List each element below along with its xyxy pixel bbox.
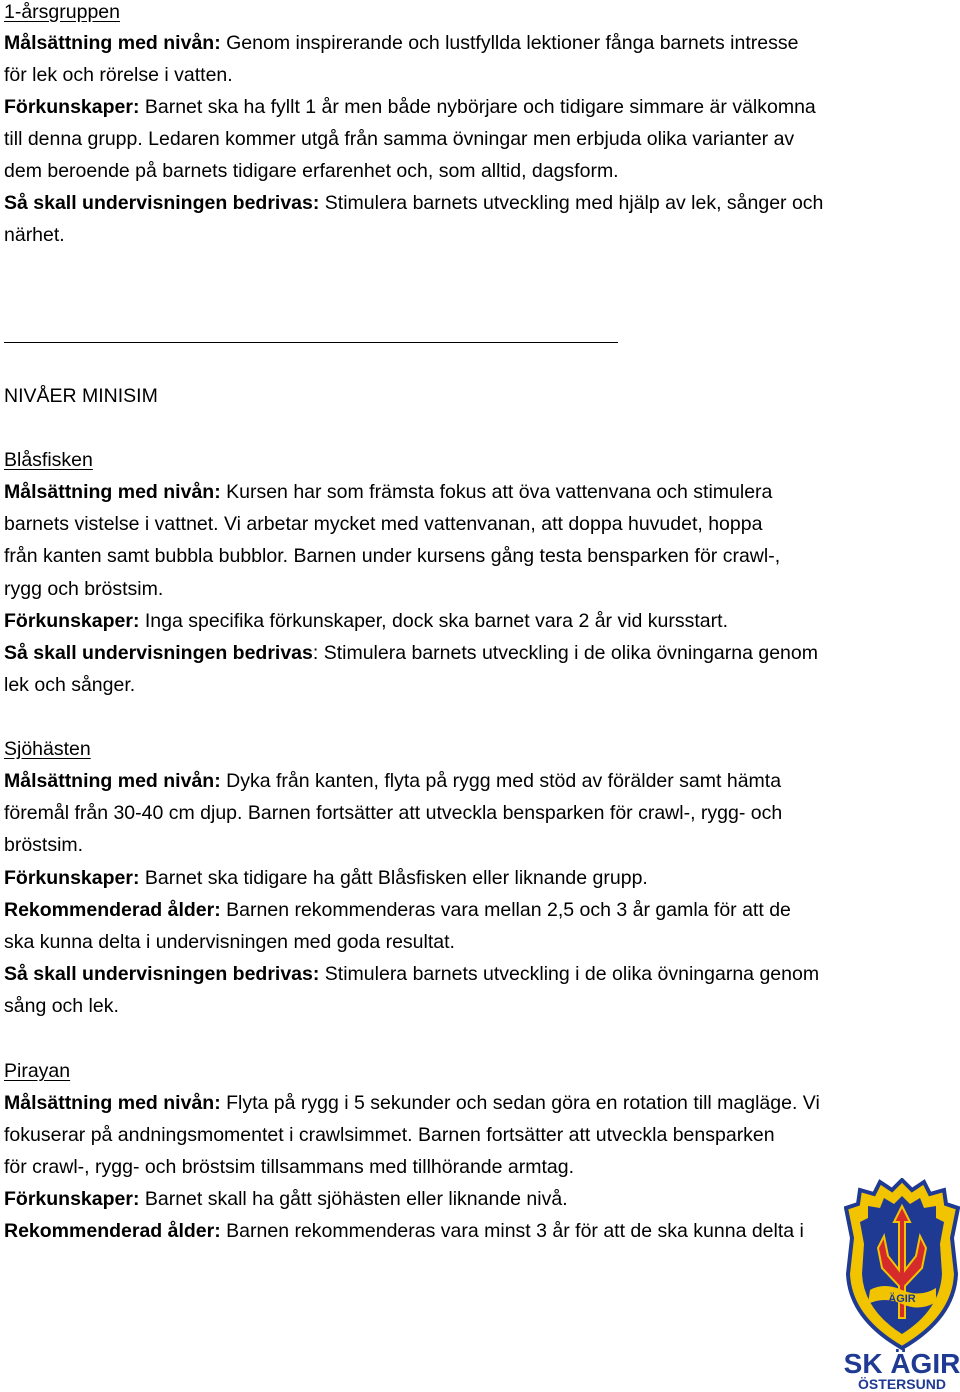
text-line (4, 866, 648, 890)
label: Förkunskaper: (4, 610, 140, 632)
label: Så skall undervisningen bedrivas (4, 642, 313, 664)
text-line (4, 962, 819, 986)
text-line: ska kunna delta i undervisningen med goda resultat. (4, 931, 455, 953)
label: Förkunskaper: (4, 867, 140, 889)
text: Kursen har som främsta fokus att öva vattenvana och stimulera (220, 481, 773, 503)
text-line (4, 191, 823, 215)
text-line: rygg och bröstsim. (4, 578, 164, 600)
logo-subtitle: ÖSTERSUND (858, 1376, 946, 1392)
section-heading-sjohasten: Sjöhästen (4, 738, 91, 760)
text: Barnet skall ha gått sjöhästen eller liknande nivå. (139, 1188, 568, 1210)
label: Rekommenderad ålder: (4, 899, 221, 921)
levels-title: NIVÅER MINISIM (4, 385, 158, 407)
text-line (4, 769, 781, 793)
text-line (4, 1187, 568, 1211)
text: Barnet ska ha fyllt 1 år men både nybörjare och tidigare simmare är välkomna (139, 96, 816, 118)
label: Så skall undervisningen bedrivas: (4, 963, 320, 985)
text-line: föremål från 30-40 cm djup. Barnen fortsätter att utveckla bensparken för crawl-, rygg- och (4, 802, 783, 824)
text: Stimulera barnets utveckling i de olika övningarna genom (319, 963, 820, 985)
text-line: fokuserar på andningsmomentet i crawlsimmet. Barnen fortsätter att utveckla bensparken (4, 1124, 775, 1146)
text: Flyta på rygg i 5 sekunder och sedan göra en rotation till magläge. Vi (220, 1092, 820, 1114)
section-heading-1-arsgruppen: 1-årsgruppen (4, 1, 120, 23)
text-line (4, 31, 798, 55)
label: Rekommenderad ålder: (4, 1220, 221, 1242)
text: Dyka från kanten, flyta på rygg med stöd av förälder samt hämta (220, 770, 782, 792)
label: Målsättning med nivån: (4, 1092, 221, 1114)
label: Förkunskaper: (4, 1188, 140, 1210)
text-line: från kanten samt bubbla bubblor. Barnen under kursens gång testa bensparken för crawl-, (4, 545, 781, 567)
text-line: för crawl-, rygg- och bröstsim tillsammans med tillhörande armtag. (4, 1156, 575, 1178)
text-line (4, 95, 816, 119)
text: Genom inspirerande och lustfyllda lektioner fånga barnets intresse (220, 32, 799, 54)
text-line: sång och lek. (4, 995, 119, 1017)
section-heading-pirayan: Pirayan (4, 1060, 71, 1082)
text: Barnet ska tidigare ha gått Blåsfisken eller liknande grupp. (139, 867, 648, 889)
label: Målsättning med nivån: (4, 481, 221, 503)
text: : Stimulera barnets utveckling i de olika övningarna genom (312, 642, 818, 664)
section-heading-blasfisken: Blåsfisken (4, 449, 93, 471)
text: Stimulera barnets utveckling med hjälp av lek, sånger och (319, 192, 824, 214)
text: Barnen rekommenderas vara minst 3 år för att de ska kunna delta i (220, 1220, 804, 1242)
text-line: närhet. (4, 224, 65, 246)
text-line: barnets vistelse i vattnet. Vi arbetar mycket med vattenvanan, att doppa huvudet, hoppa (4, 513, 763, 535)
text-line: för lek och rörelse i vatten. (4, 64, 233, 86)
emblem-text: ÄGIR (888, 1293, 916, 1305)
text-line: bröstsim. (4, 834, 84, 856)
text-line (4, 480, 772, 504)
label: Målsättning med nivån: (4, 770, 221, 792)
logo-name: SK ÄGIR (844, 1348, 960, 1379)
text-line: dem beroende på barnets tidigare erfarenhet och, som alltid, dagsform. (4, 160, 619, 182)
label: Så skall undervisningen bedrivas: (4, 192, 320, 214)
text-line: till denna grupp. Ledaren kommer utgå från samma övningar men erbjuda olika varianter av (4, 128, 795, 150)
text-line (4, 609, 728, 633)
text-line (4, 898, 791, 922)
text: Barnen rekommenderas vara mellan 2,5 och 3 år gamla för att de (220, 899, 791, 921)
label: Målsättning med nivån: (4, 32, 221, 54)
text-line (4, 641, 818, 665)
text-line (4, 1219, 804, 1243)
text-line: lek och sånger. (4, 674, 136, 696)
text-line (4, 1091, 820, 1115)
horizontal-rule (4, 342, 618, 343)
label: Förkunskaper: (4, 96, 140, 118)
sk-agir-logo (844, 1178, 960, 1392)
text: Inga specifika förkunskaper, dock ska barnet vara 2 år vid kursstart. (139, 610, 728, 632)
